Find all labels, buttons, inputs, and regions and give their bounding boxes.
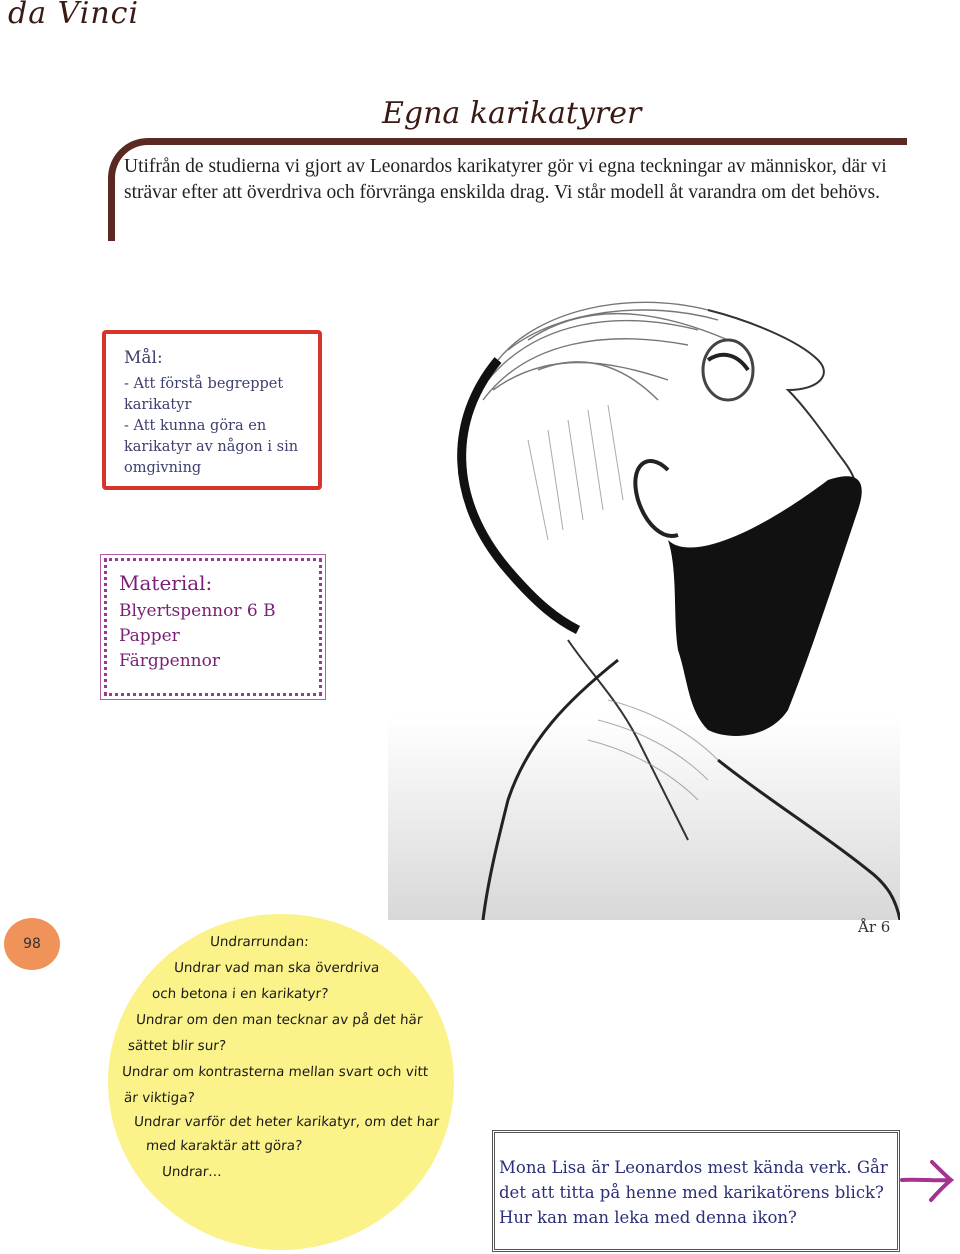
question-text: Mona Lisa är Leonardos mest kända verk. Går det att titta på henne med karikatörens blick? Hur kan man leka med denna ikon? [499,1158,888,1227]
wonder-line: är viktiga? [123,1090,196,1106]
caricature-drawing [388,240,900,920]
question-box [492,1130,900,1252]
book-title: da Vinci [8,0,140,31]
wonder-line: Undrar om kontrasterna mellan svart och vitt [121,1064,429,1080]
materials-list [119,599,276,674]
wonder-line: Undrar vad man ska överdriva [173,960,380,976]
wonder-line: och betona i en karikatyr? [151,986,329,1002]
goals-list [124,374,314,479]
material-item: Färgpennor [119,651,220,671]
arrow-right-icon [898,1156,956,1204]
intro-paragraph: Utifrån de studierna vi gjort av Leonardos karikatyrer gör vi egna teckningar av människor, där vi strävar efter att överdriva och förvränga enskilda drag. Vi står modell åt varandra om det behövs. [124,156,887,203]
material-item: Papper [119,626,180,646]
goal-item: - Att kunna göra en karikatyr av någon i sin omgivning [124,418,299,476]
wonder-line: Undrar… [161,1164,223,1180]
wonder-line: Undrar om den man tecknar av på det här [135,1012,423,1028]
materials-title: Material: [119,571,213,595]
materials-box [104,558,322,696]
section-title: Egna karikatyrer [382,96,642,131]
goals-title: Mål: [124,348,163,368]
wonder-heading: Undrarrundan: [209,934,310,950]
page-number: 98 [4,918,60,970]
material-item: Blyertspennor 6 B [119,601,276,621]
wonder-line: med karaktär att göra? [145,1138,303,1154]
goal-item: - Att förstå begreppet karikatyr [124,376,284,413]
goals-box [102,330,322,490]
grade-label: År 6 [858,918,891,936]
wonder-line: sättet blir sur? [127,1038,227,1054]
wonder-line: Undrar varför det heter karikatyr, om det har [133,1114,440,1130]
